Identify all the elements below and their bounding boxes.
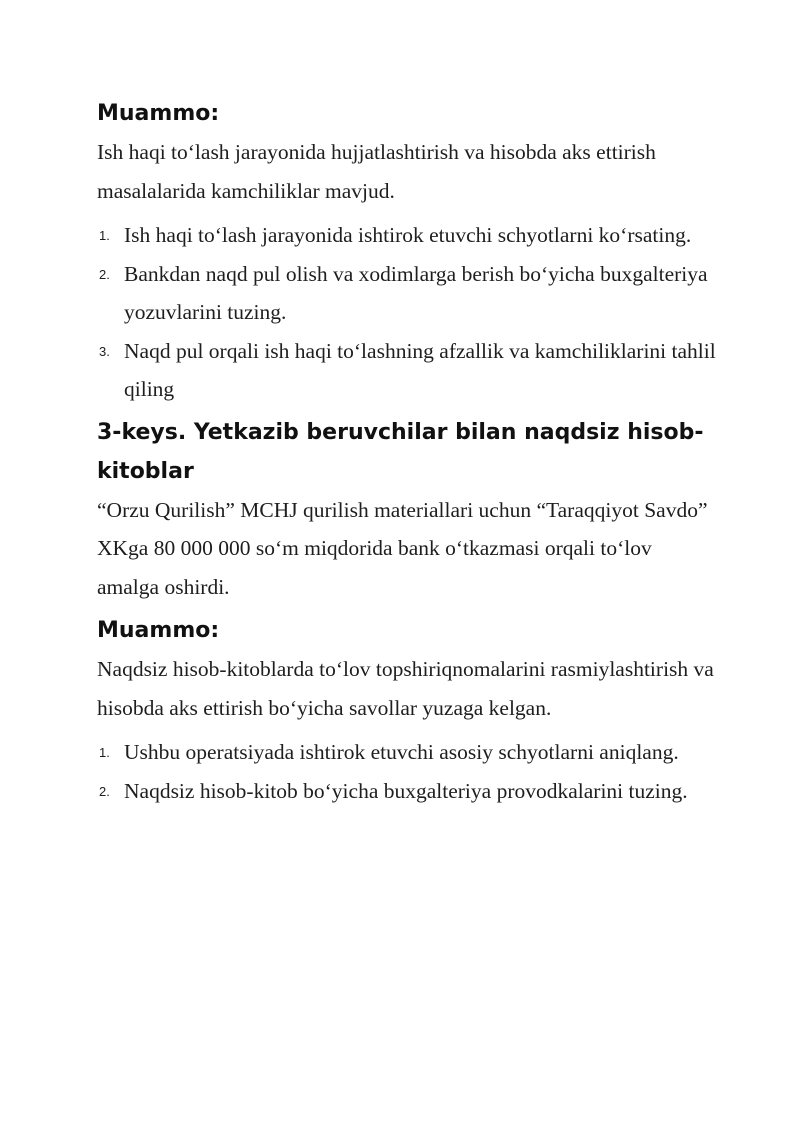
list-item-text: Naqdsiz hisob-kitob bo‘yicha buxgalteriya provodkalarini tuzing. — [124, 778, 688, 803]
case-title: 3-keys. Yetkazib beruvchilar bilan naqdsiz hisob-kitoblar — [97, 419, 704, 484]
list-item-number: 3. — [99, 343, 110, 359]
list-item — [97, 255, 717, 332]
list-item — [97, 772, 717, 811]
problem-heading-1: Muammo: — [97, 101, 220, 126]
list-item-number: 2. — [99, 783, 110, 799]
list-item-text: Bankdan naqd pul olish va xodimlarga berish bo‘yicha buxgalteriya yozuvlarini tuzing. — [124, 261, 708, 324]
problem-heading-2: Muammo: — [97, 618, 220, 643]
task-list-2 — [97, 733, 717, 810]
problem-text-1: Ish haqi to‘lash jarayonida hujjatlashtirish va hisobda aks ettirish masalalarida kamchiliklar mavjud. — [97, 140, 656, 203]
task-list-1 — [97, 216, 717, 409]
problem-text-2: Naqdsiz hisob-kitoblarda to‘lov topshiriqnomalarini rasmiylashtirish va hisobda aks ettirish bo‘yicha savollar yuzaga kelgan. — [97, 657, 714, 720]
document-page — [97, 95, 717, 810]
list-item-text: Ushbu operatsiyada ishtirok etuvchi asosiy schyotlarni aniqlang. — [124, 740, 679, 764]
list-item — [97, 332, 717, 409]
case-description: “Orzu Qurilish” MCHJ qurilish materiallari uchun “Taraqqiyot Savdo” XKga 80 000 000 so‘m miqdorida bank o‘tkazmasi orqali to‘lov amalga oshirdi. — [97, 497, 708, 599]
list-item-text: Ish haqi to‘lash jarayonida ishtirok etuvchi schyotlarni ko‘rsating. — [124, 223, 692, 247]
list-item — [97, 733, 717, 772]
list-item-number: 2. — [99, 266, 110, 282]
list-item-text: Naqd pul orqali ish haqi to‘lashning afzallik va kamchiliklarini tahlil qiling — [124, 338, 716, 401]
list-item-number: 1. — [99, 228, 110, 243]
list-item-number: 1. — [99, 745, 110, 760]
list-item — [97, 216, 717, 255]
